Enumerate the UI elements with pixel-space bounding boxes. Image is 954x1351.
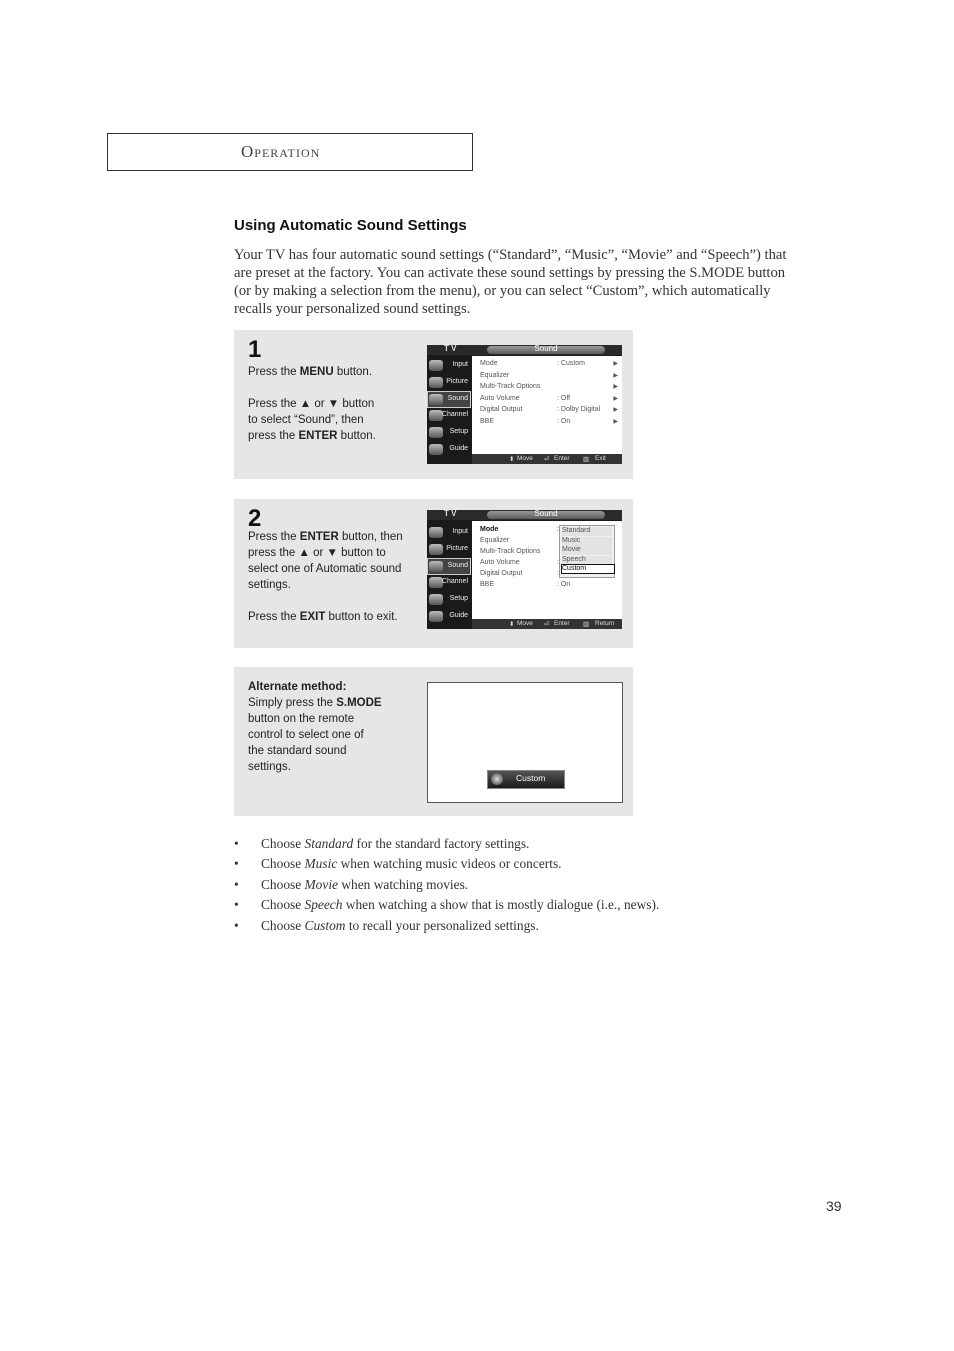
alternate-method-panel <box>234 667 633 816</box>
bullet-icon: • <box>234 856 239 872</box>
return-icon: ▥ <box>583 621 590 628</box>
bullet-icon: • <box>234 836 239 851</box>
sound-icon <box>491 773 503 785</box>
tv-sidebar <box>427 521 471 621</box>
sound-mode-osd: Custom <box>487 770 565 789</box>
instruction-line: select one of Automatic sound <box>248 563 402 575</box>
menu-row-multitrack: Multi-Track Options <box>480 548 541 555</box>
picture-icon <box>429 544 443 555</box>
sidebar-item-channel: Channel <box>428 575 470 590</box>
guide-icon <box>429 611 443 622</box>
bullet-icon: • <box>234 917 239 933</box>
list-item: • Choose Movie when watching movies. <box>234 876 469 892</box>
tv-footer: ⬍ Move ⏎ Enter ▥ Exit <box>472 454 622 464</box>
enter-icon: ⏎ <box>544 621 550 628</box>
menu-row-auto-volume: Auto Volume : Off ▶ <box>480 394 618 402</box>
mode-dropdown <box>559 525 615 578</box>
instruction-line: Press the ▲ or ▼ button <box>248 398 375 410</box>
list-item: • Choose Custom to recall your personalized settings. <box>234 917 539 933</box>
menu-title: Sound <box>534 345 558 353</box>
instruction-line: press the ▲ or ▼ button to <box>248 547 386 559</box>
tv-menu-list <box>472 356 622 454</box>
picture-icon <box>429 377 443 388</box>
sidebar-item-channel: Channel <box>428 408 470 423</box>
guide-icon <box>429 444 443 455</box>
instruction-line: the standard sound <box>248 745 347 757</box>
alternate-instructions <box>248 679 418 775</box>
instruction-line: settings. <box>248 579 291 591</box>
tv-sidebar <box>427 356 471 456</box>
arrow-right-icon: ▶ <box>613 407 618 413</box>
dropdown-option-selected: Custom <box>561 564 615 574</box>
menu-row-digital-output: Digital Output : <box>480 570 559 577</box>
sidebar-item-picture: Picture <box>428 375 470 390</box>
section-header-box <box>107 133 473 171</box>
bullet-icon: • <box>234 897 239 913</box>
sidebar-item-setup: Setup <box>428 592 470 607</box>
sidebar-item-sound: Sound <box>428 559 470 574</box>
menu-row-bbe: BBE : On ▶ <box>480 417 618 425</box>
sound-mode-bullets <box>234 836 834 938</box>
arrow-right-icon: ▶ <box>613 384 618 390</box>
enter-icon: ⏎ <box>544 456 550 463</box>
alternate-heading: Alternate method: <box>248 681 347 693</box>
tv-screen-osd <box>427 682 623 803</box>
instruction-line: Press the ENTER button, then <box>248 531 403 543</box>
sidebar-item-picture: Picture <box>428 542 470 557</box>
tv-menu-screenshot <box>427 510 622 629</box>
sound-icon <box>429 394 443 405</box>
dropdown-option: Music <box>562 537 612 546</box>
dropdown-option: Standard <box>562 527 612 536</box>
instruction-line: button on the remote <box>248 713 355 725</box>
setup-icon <box>429 594 443 605</box>
page-number: 39 <box>826 1198 842 1214</box>
input-icon <box>429 527 443 538</box>
sidebar-item-input: Input <box>428 525 470 540</box>
bullet-icon: • <box>234 876 239 892</box>
sidebar-item-input: Input <box>428 358 470 373</box>
arrow-right-icon: ▶ <box>613 418 618 425</box>
step-number: 2 <box>248 505 262 532</box>
step-1-instructions <box>248 364 418 444</box>
menu-row-bbe: BBE : On <box>480 581 571 588</box>
instruction-line: settings. <box>248 761 291 773</box>
setup-icon <box>429 427 443 438</box>
move-icon: ⬍ <box>509 621 515 628</box>
dropdown-option: Speech <box>562 556 612 565</box>
step-2-panel <box>234 499 633 648</box>
sound-icon <box>429 561 443 572</box>
instruction-line: Press the EXIT button to exit. <box>248 611 398 623</box>
sidebar-item-setup: Setup <box>428 425 470 440</box>
channel-icon <box>429 577 443 588</box>
menu-row-mode: Mode : Custom ▶ <box>480 360 618 367</box>
sidebar-item-guide: Guide <box>428 609 470 624</box>
input-icon <box>429 360 443 371</box>
tv-menu-screenshot <box>427 345 622 464</box>
menu-row-equalizer: Equalizer <box>480 537 510 544</box>
menu-title: Sound <box>534 510 558 518</box>
sidebar-item-sound: Sound <box>428 392 470 407</box>
arrow-right-icon: ▶ <box>613 395 618 402</box>
menu-row-equalizer: Equalizer ▶ <box>480 371 618 379</box>
arrow-right-icon: ▶ <box>613 361 618 367</box>
dropdown-option: Movie <box>562 546 612 555</box>
move-icon: ⬍ <box>509 456 515 463</box>
list-item: • Choose Speech when watching a show that is mostly dialogue (i.e., news). <box>234 897 660 913</box>
instruction-line: Simply press the S.MODE <box>248 697 382 709</box>
menu-row-multitrack: Multi-Track Options ▶ <box>480 383 618 390</box>
list-item: • Choose Standard for the standard factory settings. <box>234 836 530 851</box>
section-header-title: Operation <box>241 142 321 161</box>
instruction-line: to select “Sound”, then <box>248 414 364 426</box>
tv-footer: ⬍ Move ⏎ Enter ▥ Return <box>472 619 622 629</box>
channel-icon <box>429 410 443 421</box>
instruction-line: press the ENTER button. <box>248 430 376 442</box>
step-2-instructions <box>248 529 418 625</box>
step-number: 1 <box>248 336 262 363</box>
exit-icon: ▥ <box>583 456 590 463</box>
menu-row-digital-output: Digital Output : Dolby Digital ▶ <box>480 406 618 413</box>
sidebar-item-guide: Guide <box>428 442 470 457</box>
instruction-line: Press the MENU button. <box>248 366 373 378</box>
tv-label: T V <box>444 510 457 518</box>
menu-row-mode: Mode : <box>480 526 559 533</box>
arrow-right-icon: ▶ <box>613 372 618 379</box>
step-1-panel <box>234 330 633 479</box>
menu-row-auto-volume: Auto Volume : <box>480 559 559 566</box>
intro-paragraph: Your TV has four automatic sound settings (“Standard”, “Music”, “Movie” and “Speech”) that are preset at the factory. You can activate these sound settings by pressing the S.MODE button (or by making a selection from the menu), or you can select “Custom”, which automatically recalls your personalized sound settings. <box>234 247 787 317</box>
tv-label: T V <box>444 345 457 353</box>
instruction-line: control to select one of <box>248 729 364 741</box>
list-item: • Choose Music when watching music videos or concerts. <box>234 856 562 872</box>
section-heading: Using Automatic Sound Settings <box>234 217 467 234</box>
